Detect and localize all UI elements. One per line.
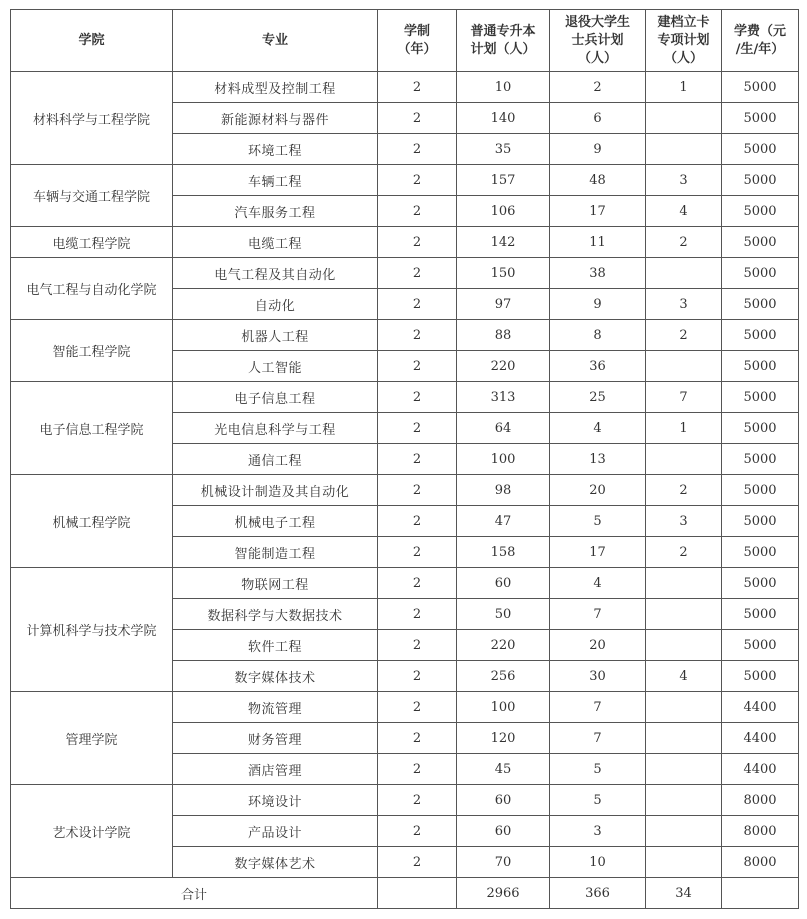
major-cell: 光电信息科学与工程 [173, 413, 378, 444]
regular-plan-cell: 106 [457, 196, 550, 227]
major-cell: 物联网工程 [173, 568, 378, 599]
regular-plan-cell: 220 [457, 351, 550, 382]
tuition-cell: 5000 [722, 289, 799, 320]
veteran-plan-cell: 5 [550, 785, 646, 816]
header-tuition: 学费（元 /生/年） [722, 10, 799, 72]
duration-cell: 2 [378, 72, 457, 103]
poverty-plan-cell: 1 [646, 72, 722, 103]
regular-plan-cell: 70 [457, 847, 550, 878]
major-cell: 数字媒体艺术 [173, 847, 378, 878]
regular-plan-cell: 100 [457, 692, 550, 723]
duration-cell: 2 [378, 382, 457, 413]
major-cell: 数字媒体技术 [173, 661, 378, 692]
duration-cell: 2 [378, 103, 457, 134]
header-poverty-plan: 建档立卡 专项计划 （人） [646, 10, 722, 72]
tuition-cell: 5000 [722, 196, 799, 227]
regular-plan-cell: 256 [457, 661, 550, 692]
total-regular-plan-cell: 2966 [457, 878, 550, 909]
regular-plan-cell: 35 [457, 134, 550, 165]
table-body [11, 72, 799, 909]
poverty-plan-cell: 2 [646, 475, 722, 506]
regular-plan-cell: 142 [457, 227, 550, 258]
header-regular-plan: 普通专升本 计划（人） [457, 10, 550, 72]
college-cell: 车辆与交通工程学院 [11, 165, 173, 227]
header-row [11, 10, 799, 72]
veteran-plan-cell: 4 [550, 413, 646, 444]
college-cell: 电缆工程学院 [11, 227, 173, 258]
poverty-plan-cell [646, 630, 722, 661]
veteran-plan-cell: 4 [550, 568, 646, 599]
duration-cell: 2 [378, 599, 457, 630]
regular-plan-cell: 97 [457, 289, 550, 320]
poverty-plan-cell [646, 785, 722, 816]
veteran-plan-cell: 17 [550, 537, 646, 568]
major-cell: 通信工程 [173, 444, 378, 475]
table-row [11, 785, 799, 816]
major-cell: 产品设计 [173, 816, 378, 847]
duration-cell: 2 [378, 289, 457, 320]
total-label: 合计 [11, 878, 378, 909]
tuition-cell: 5000 [722, 537, 799, 568]
major-cell: 机械设计制造及其自动化 [173, 475, 378, 506]
regular-plan-cell: 100 [457, 444, 550, 475]
poverty-plan-cell [646, 444, 722, 475]
tuition-cell: 8000 [722, 816, 799, 847]
veteran-plan-cell: 25 [550, 382, 646, 413]
total-tuition-cell [722, 878, 799, 909]
regular-plan-cell: 60 [457, 785, 550, 816]
duration-cell: 2 [378, 630, 457, 661]
regular-plan-cell: 158 [457, 537, 550, 568]
duration-cell: 2 [378, 196, 457, 227]
major-cell: 自动化 [173, 289, 378, 320]
poverty-plan-cell: 4 [646, 661, 722, 692]
veteran-plan-cell: 13 [550, 444, 646, 475]
duration-cell: 2 [378, 568, 457, 599]
college-cell: 电子信息工程学院 [11, 382, 173, 475]
regular-plan-cell: 88 [457, 320, 550, 351]
veteran-plan-cell: 20 [550, 630, 646, 661]
table-row [11, 72, 799, 103]
table-row [11, 165, 799, 196]
major-cell: 酒店管理 [173, 754, 378, 785]
poverty-plan-cell: 3 [646, 289, 722, 320]
tuition-cell: 5000 [722, 103, 799, 134]
veteran-plan-cell: 3 [550, 816, 646, 847]
tuition-cell: 4400 [722, 723, 799, 754]
regular-plan-cell: 10 [457, 72, 550, 103]
table-row [11, 692, 799, 723]
poverty-plan-cell: 1 [646, 413, 722, 444]
veteran-plan-cell: 2 [550, 72, 646, 103]
table-row [11, 258, 799, 289]
regular-plan-cell: 150 [457, 258, 550, 289]
tuition-cell: 5000 [722, 444, 799, 475]
poverty-plan-cell [646, 103, 722, 134]
major-cell: 财务管理 [173, 723, 378, 754]
duration-cell: 2 [378, 320, 457, 351]
duration-cell: 2 [378, 134, 457, 165]
major-cell: 数据科学与大数据技术 [173, 599, 378, 630]
duration-cell: 2 [378, 165, 457, 196]
tuition-cell: 4400 [722, 754, 799, 785]
college-cell: 材料科学与工程学院 [11, 72, 173, 165]
poverty-plan-cell [646, 723, 722, 754]
veteran-plan-cell: 7 [550, 692, 646, 723]
veteran-plan-cell: 48 [550, 165, 646, 196]
major-cell: 机器人工程 [173, 320, 378, 351]
college-cell: 管理学院 [11, 692, 173, 785]
veteran-plan-cell: 7 [550, 599, 646, 630]
college-cell: 电气工程与自动化学院 [11, 258, 173, 320]
duration-cell: 2 [378, 351, 457, 382]
tuition-cell: 5000 [722, 568, 799, 599]
poverty-plan-cell: 3 [646, 165, 722, 196]
poverty-plan-cell [646, 599, 722, 630]
regular-plan-cell: 120 [457, 723, 550, 754]
table-row [11, 475, 799, 506]
duration-cell: 2 [378, 785, 457, 816]
poverty-plan-cell: 3 [646, 506, 722, 537]
poverty-plan-cell: 2 [646, 537, 722, 568]
tuition-cell: 5000 [722, 475, 799, 506]
tuition-cell: 5000 [722, 134, 799, 165]
tuition-cell: 8000 [722, 847, 799, 878]
regular-plan-cell: 47 [457, 506, 550, 537]
header-major: 专业 [173, 10, 378, 72]
duration-cell: 2 [378, 444, 457, 475]
tuition-cell: 5000 [722, 599, 799, 630]
major-cell: 智能制造工程 [173, 537, 378, 568]
veteran-plan-cell: 11 [550, 227, 646, 258]
tuition-cell: 5000 [722, 227, 799, 258]
college-cell: 计算机科学与技术学院 [11, 568, 173, 692]
poverty-plan-cell [646, 847, 722, 878]
poverty-plan-cell [646, 754, 722, 785]
major-cell: 环境设计 [173, 785, 378, 816]
total-duration-cell [378, 878, 457, 909]
tuition-cell: 5000 [722, 413, 799, 444]
total-veteran-plan-cell: 366 [550, 878, 646, 909]
regular-plan-cell: 64 [457, 413, 550, 444]
veteran-plan-cell: 9 [550, 134, 646, 165]
regular-plan-cell: 60 [457, 568, 550, 599]
poverty-plan-cell: 2 [646, 227, 722, 258]
table-row [11, 320, 799, 351]
duration-cell: 2 [378, 816, 457, 847]
tuition-cell: 5000 [722, 165, 799, 196]
duration-cell: 2 [378, 723, 457, 754]
major-cell: 电子信息工程 [173, 382, 378, 413]
veteran-plan-cell: 17 [550, 196, 646, 227]
major-cell: 车辆工程 [173, 165, 378, 196]
regular-plan-cell: 60 [457, 816, 550, 847]
poverty-plan-cell [646, 134, 722, 165]
total-row [11, 878, 799, 909]
college-cell: 智能工程学院 [11, 320, 173, 382]
header-duration: 学制 （年） [378, 10, 457, 72]
veteran-plan-cell: 6 [550, 103, 646, 134]
duration-cell: 2 [378, 413, 457, 444]
veteran-plan-cell: 30 [550, 661, 646, 692]
veteran-plan-cell: 9 [550, 289, 646, 320]
duration-cell: 2 [378, 227, 457, 258]
regular-plan-cell: 157 [457, 165, 550, 196]
tuition-cell: 5000 [722, 320, 799, 351]
tuition-cell: 5000 [722, 258, 799, 289]
major-cell: 材料成型及控制工程 [173, 72, 378, 103]
poverty-plan-cell: 4 [646, 196, 722, 227]
college-cell: 机械工程学院 [11, 475, 173, 568]
major-cell: 环境工程 [173, 134, 378, 165]
regular-plan-cell: 98 [457, 475, 550, 506]
duration-cell: 2 [378, 506, 457, 537]
poverty-plan-cell [646, 258, 722, 289]
poverty-plan-cell: 7 [646, 382, 722, 413]
regular-plan-cell: 45 [457, 754, 550, 785]
major-cell: 物流管理 [173, 692, 378, 723]
duration-cell: 2 [378, 847, 457, 878]
major-cell: 电缆工程 [173, 227, 378, 258]
tuition-cell: 5000 [722, 661, 799, 692]
total-poverty-plan-cell: 34 [646, 878, 722, 909]
duration-cell: 2 [378, 537, 457, 568]
tuition-cell: 5000 [722, 72, 799, 103]
major-cell: 软件工程 [173, 630, 378, 661]
table-row [11, 227, 799, 258]
poverty-plan-cell [646, 692, 722, 723]
veteran-plan-cell: 5 [550, 754, 646, 785]
tuition-cell: 5000 [722, 382, 799, 413]
veteran-plan-cell: 20 [550, 475, 646, 506]
veteran-plan-cell: 7 [550, 723, 646, 754]
tuition-cell: 5000 [722, 506, 799, 537]
regular-plan-cell: 140 [457, 103, 550, 134]
regular-plan-cell: 313 [457, 382, 550, 413]
major-cell: 机械电子工程 [173, 506, 378, 537]
table-row [11, 568, 799, 599]
veteran-plan-cell: 38 [550, 258, 646, 289]
tuition-cell: 5000 [722, 351, 799, 382]
enrollment-plan-table [10, 9, 799, 909]
poverty-plan-cell [646, 568, 722, 599]
major-cell: 新能源材料与器件 [173, 103, 378, 134]
poverty-plan-cell [646, 816, 722, 847]
major-cell: 人工智能 [173, 351, 378, 382]
poverty-plan-cell: 2 [646, 320, 722, 351]
tuition-cell: 8000 [722, 785, 799, 816]
tuition-cell: 4400 [722, 692, 799, 723]
veteran-plan-cell: 36 [550, 351, 646, 382]
regular-plan-cell: 50 [457, 599, 550, 630]
tuition-cell: 5000 [722, 630, 799, 661]
duration-cell: 2 [378, 475, 457, 506]
veteran-plan-cell: 8 [550, 320, 646, 351]
duration-cell: 2 [378, 258, 457, 289]
major-cell: 汽车服务工程 [173, 196, 378, 227]
duration-cell: 2 [378, 661, 457, 692]
header-college: 学院 [11, 10, 173, 72]
veteran-plan-cell: 10 [550, 847, 646, 878]
duration-cell: 2 [378, 692, 457, 723]
poverty-plan-cell [646, 351, 722, 382]
major-cell: 电气工程及其自动化 [173, 258, 378, 289]
veteran-plan-cell: 5 [550, 506, 646, 537]
header-veteran-plan: 退役大学生 士兵计划 （人） [550, 10, 646, 72]
table-row [11, 382, 799, 413]
regular-plan-cell: 220 [457, 630, 550, 661]
college-cell: 艺术设计学院 [11, 785, 173, 878]
duration-cell: 2 [378, 754, 457, 785]
